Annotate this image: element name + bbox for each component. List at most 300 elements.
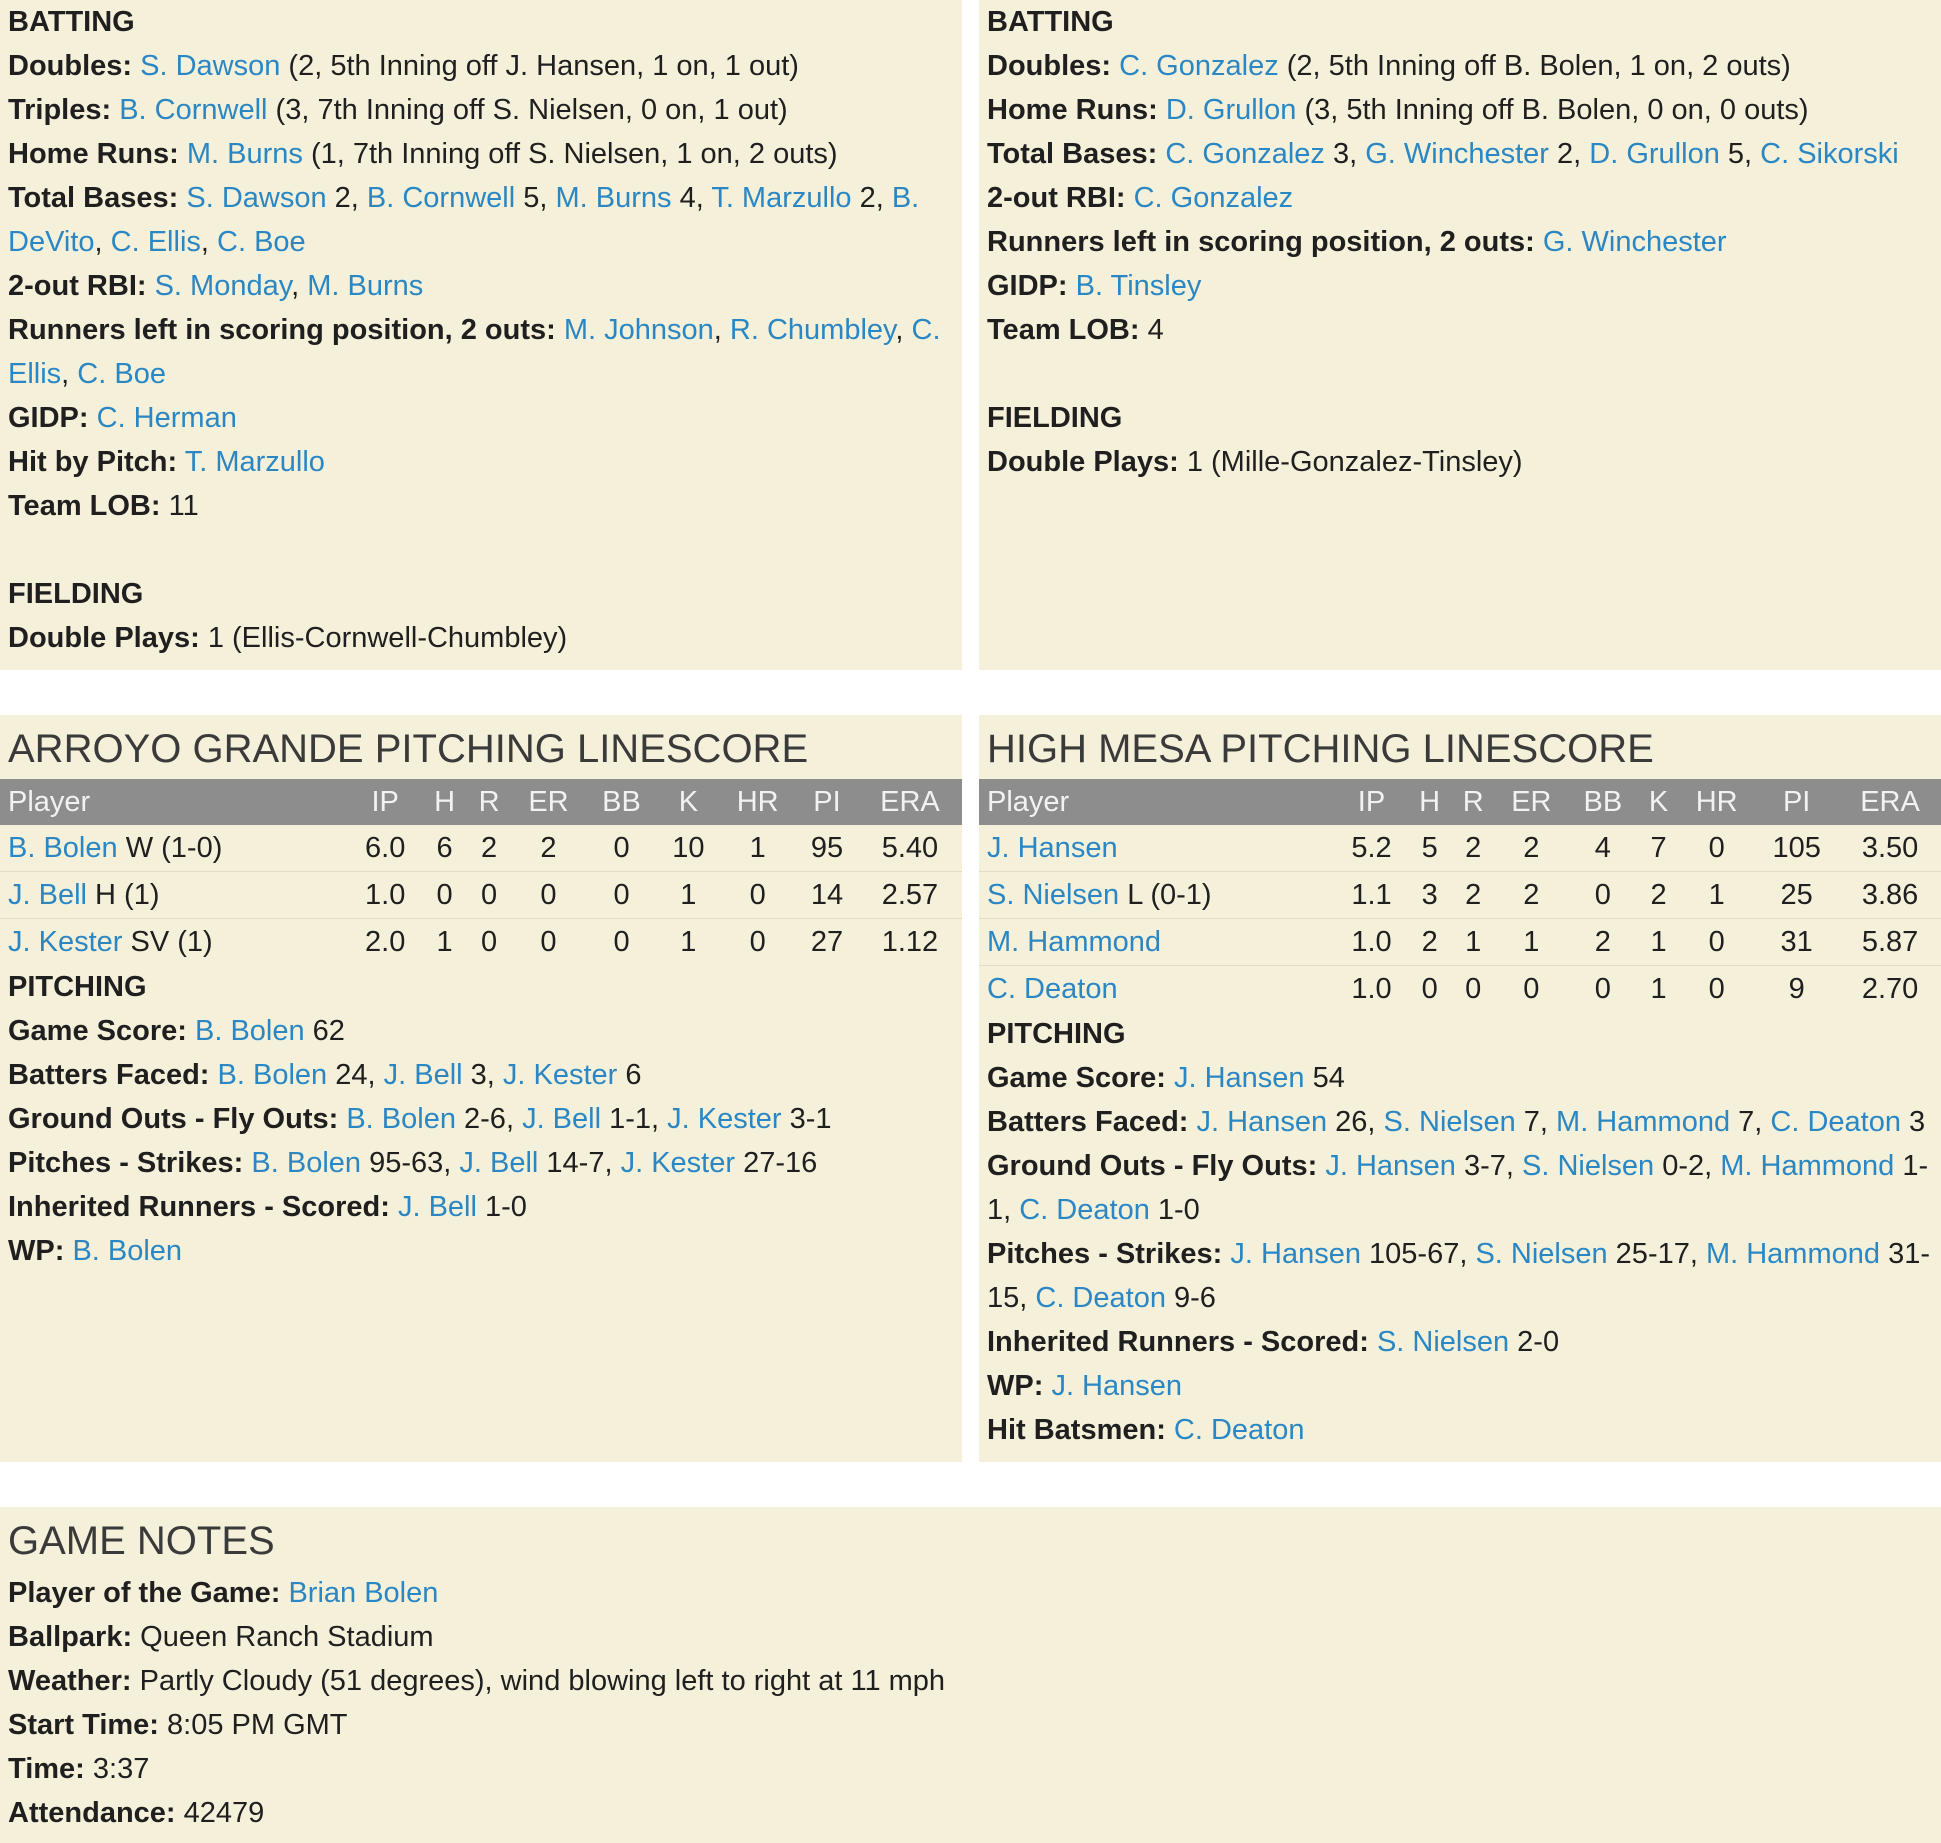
- highmesa-pitching-panel: [979, 715, 1941, 1462]
- weather-value: Partly Cloudy (51 degrees), wind blowing left to right at 11 mph: [131, 1665, 946, 1697]
- player-link[interactable]: C. Deaton: [1035, 1282, 1166, 1314]
- game-score-value: 54: [1304, 1062, 1345, 1094]
- weather-label: Weather:: [8, 1665, 132, 1697]
- player-link[interactable]: M. Burns: [555, 182, 672, 214]
- total-bases-label: Total Bases:: [987, 138, 1158, 170]
- column-header[interactable]: HR: [719, 779, 796, 825]
- risp-label: Runners left in scoring position, 2 outs:: [987, 226, 1535, 258]
- stat-value: 27-16: [735, 1147, 818, 1179]
- pitches-strikes-line: [8, 1141, 954, 1185]
- time-label: Time:: [8, 1753, 85, 1785]
- home-runs-detail: (3, 5th Inning off B. Bolen, 0 on, 0 outs): [1296, 94, 1809, 126]
- doubles-label: Doubles:: [987, 50, 1112, 82]
- h-cell: 0: [1421, 972, 1438, 1005]
- player-link[interactable]: J. Hansen: [1173, 1062, 1305, 1094]
- home-runs-detail: (1, 7th Inning off S. Nielsen, 1 on, 2 outs): [302, 138, 838, 170]
- pi-cell: 25: [1754, 872, 1839, 919]
- wp-line: [987, 1364, 1933, 1408]
- column-header[interactable]: PI: [796, 779, 858, 825]
- player-link[interactable]: C. Boe: [77, 358, 166, 390]
- player-link[interactable]: J. Hansen: [1196, 1106, 1328, 1138]
- era-cell: 5.87: [1839, 919, 1941, 966]
- stat-value: 2,: [326, 182, 367, 214]
- ballpark-line: [8, 1615, 1933, 1659]
- pi-cell: 105: [1754, 825, 1839, 872]
- k-cell: 1: [680, 925, 697, 958]
- column-header[interactable]: H: [1408, 779, 1452, 825]
- table-row: [0, 825, 962, 872]
- era-cell: 1.12: [881, 925, 939, 958]
- separator: ,: [713, 314, 730, 346]
- player-link[interactable]: J. Hansen: [1230, 1238, 1361, 1270]
- decision-note: SV (1): [122, 925, 213, 958]
- player-link[interactable]: B. Bolen: [8, 831, 118, 864]
- hr-cell: 0: [719, 872, 796, 919]
- player-link[interactable]: J. Bell: [397, 1191, 477, 1223]
- ip-cell: 5.2: [1335, 825, 1408, 872]
- player-link[interactable]: S. Nielsen: [1522, 1150, 1655, 1182]
- player-link[interactable]: R. Chumbley: [729, 314, 896, 346]
- doubles-line: [987, 44, 1933, 88]
- away-batting-panel: [0, 0, 962, 670]
- player-link[interactable]: J. Hansen: [1325, 1150, 1456, 1182]
- player-link[interactable]: B. Bolen: [72, 1235, 183, 1267]
- era-cell: 3.86: [1839, 872, 1941, 919]
- k-cell: 10: [657, 825, 719, 872]
- player-link[interactable]: J. Bell: [459, 1147, 539, 1179]
- table-header-row: [979, 779, 1941, 825]
- stat-value: 26,: [1327, 1106, 1384, 1138]
- game-score-label: Game Score:: [8, 1015, 187, 1047]
- player-link[interactable]: B. Bolen: [251, 1147, 362, 1179]
- bb-cell: 0: [586, 825, 658, 872]
- game-score-line: [987, 1056, 1933, 1100]
- stat-value: 3,: [1324, 138, 1366, 170]
- pitches-strikes-label: Pitches - Strikes:: [8, 1147, 244, 1179]
- player-of-game-label: Player of the Game:: [8, 1577, 281, 1609]
- stat-value: 1-0: [1149, 1194, 1200, 1226]
- hr-cell: 0: [1679, 825, 1754, 872]
- table-row: [0, 919, 962, 966]
- team-lob-value: 4: [1139, 314, 1164, 346]
- wp-label: WP:: [8, 1235, 65, 1267]
- stat-value: 1-1,: [987, 1150, 1929, 1226]
- team-lob-value: 11: [160, 490, 199, 522]
- column-header[interactable]: ER: [1495, 779, 1568, 825]
- risp-line: [8, 308, 954, 396]
- inherited-runners-value: 2-0: [1509, 1326, 1560, 1358]
- bb-cell: 0: [1568, 872, 1638, 919]
- player-link[interactable]: J. Kester: [620, 1147, 736, 1179]
- spacer: [8, 528, 954, 572]
- gidp-label: GIDP:: [987, 270, 1068, 302]
- risp-label: Runners left in scoring position, 2 outs:: [8, 314, 556, 346]
- player-link[interactable]: D. Grullon: [1165, 94, 1297, 126]
- time-line: [8, 1747, 1933, 1791]
- ip-cell: 2.0: [365, 925, 406, 958]
- wp-label: WP:: [987, 1370, 1044, 1402]
- triples-label: Triples:: [8, 94, 112, 126]
- arroyo-linescore-table: [0, 779, 962, 965]
- stat-value: 2,: [851, 182, 892, 214]
- stat-value: 7,: [1730, 1106, 1771, 1138]
- go-fo-line: [987, 1144, 1933, 1232]
- gidp-line: [987, 264, 1933, 308]
- batting-header: BATTING: [987, 6, 1114, 38]
- k-cell: 1: [657, 872, 719, 919]
- bb-cell: 0: [613, 925, 630, 958]
- player-link[interactable]: M. Burns: [186, 138, 303, 170]
- player-link[interactable]: C. Ellis: [8, 314, 941, 390]
- hit-batsmen-line: [987, 1408, 1933, 1452]
- player-link[interactable]: B. DeVito: [8, 182, 920, 258]
- total-bases-line: [8, 176, 954, 264]
- stat-value: 5,: [1719, 138, 1761, 170]
- column-header[interactable]: IP: [348, 779, 422, 825]
- double-plays-line: [987, 440, 1933, 484]
- column-header[interactable]: H: [422, 779, 467, 825]
- stat-value: 3-7,: [1455, 1150, 1522, 1182]
- highmesa-linescore-title: HIGH MESA PITCHING LINESCORE: [987, 727, 1654, 771]
- hbp-line: [8, 440, 954, 484]
- home-batting-panel: [979, 0, 1941, 670]
- r-cell: 2: [1451, 825, 1495, 872]
- player-link[interactable]: S. Nielsen: [1475, 1238, 1608, 1270]
- batters-faced-label: Batters Faced:: [8, 1059, 210, 1091]
- inherited-runners-label: Inherited Runners - Scored:: [987, 1326, 1369, 1358]
- start-time-value: 8:05 PM GMT: [158, 1709, 348, 1741]
- h-cell: 6: [422, 825, 467, 872]
- pi-cell: 9: [1788, 972, 1805, 1005]
- player-link[interactable]: M. Hammond: [1556, 1106, 1731, 1138]
- stat-value: 25-17,: [1607, 1238, 1706, 1270]
- separator: ,: [61, 358, 78, 390]
- two-out-rbi-line: [8, 264, 954, 308]
- go-fo-label: Ground Outs - Fly Outs:: [8, 1103, 339, 1135]
- player-link[interactable]: J. Kester: [502, 1059, 618, 1091]
- player-link[interactable]: T. Marzullo: [184, 446, 325, 478]
- hr-cell: 1: [719, 825, 796, 872]
- stat-value: 105-67,: [1360, 1238, 1476, 1270]
- h-cell: 1: [436, 925, 453, 958]
- stat-value: 3: [1900, 1106, 1926, 1138]
- attendance-label: Attendance:: [8, 1797, 176, 1829]
- batters-faced-line: [8, 1053, 954, 1097]
- player-link[interactable]: B. Tinsley: [1075, 270, 1202, 302]
- fielding-header: FIELDING: [8, 578, 144, 610]
- stat-value: 7,: [1515, 1106, 1557, 1138]
- stat-value: 2-6,: [455, 1103, 523, 1135]
- two-out-rbi-label: 2-out RBI:: [8, 270, 147, 302]
- game-notes-title: GAME NOTES: [8, 1519, 275, 1563]
- player-link[interactable]: C. Sikorski: [1760, 138, 1899, 170]
- separator: ,: [200, 226, 218, 258]
- time-value: 3:37: [84, 1753, 150, 1785]
- decision-note: W (1-0): [117, 831, 223, 864]
- pitching-header: PITCHING: [987, 1018, 1126, 1050]
- stat-value: 0-2,: [1654, 1150, 1721, 1182]
- batting-header: BATTING: [8, 6, 135, 38]
- separator: ,: [895, 314, 912, 346]
- hr-cell: 0: [1708, 972, 1725, 1005]
- column-header[interactable]: BB: [1568, 779, 1638, 825]
- player-link[interactable]: B. Cornwell: [366, 182, 516, 214]
- r-cell: 1: [1451, 919, 1495, 966]
- weather-line: [8, 1659, 1933, 1703]
- column-header[interactable]: Player: [0, 779, 348, 825]
- player-link[interactable]: D. Grullon: [1589, 138, 1720, 170]
- player-link[interactable]: J. Hansen: [1051, 1370, 1183, 1402]
- player-cell: [0, 872, 348, 919]
- player-link[interactable]: J. Hansen: [987, 831, 1118, 864]
- attendance-line: [8, 1791, 1933, 1835]
- player-link[interactable]: B. Bolen: [194, 1015, 305, 1047]
- ip-cell: 1.1: [1335, 872, 1408, 919]
- pi-cell: 31: [1754, 919, 1839, 966]
- arroyo-linescore-title: ARROYO GRANDE PITCHING LINESCORE: [8, 727, 809, 771]
- player-link[interactable]: B. Bolen: [346, 1103, 456, 1135]
- total-bases-line: [987, 132, 1933, 176]
- hr-cell: 0: [1679, 919, 1754, 966]
- attendance-value: 42479: [175, 1797, 265, 1829]
- decision-note: L (0-1): [1119, 878, 1212, 911]
- player-link[interactable]: S. Monday: [154, 270, 292, 302]
- r-cell: 0: [467, 872, 512, 919]
- bb-cell: 4: [1568, 825, 1638, 872]
- column-header[interactable]: Player: [979, 779, 1335, 825]
- wp-line: [8, 1229, 954, 1273]
- home-runs-label: Home Runs:: [8, 138, 179, 170]
- h-cell: 0: [422, 872, 467, 919]
- column-header[interactable]: IP: [1335, 779, 1408, 825]
- home-runs-line: [8, 132, 954, 176]
- stat-value: 4,: [671, 182, 712, 214]
- column-header[interactable]: K: [1638, 779, 1679, 825]
- home-runs-line: [987, 88, 1933, 132]
- ballpark-value: Queen Ranch Stadium: [132, 1621, 434, 1653]
- column-header[interactable]: ERA: [858, 779, 962, 825]
- h-cell: 5: [1408, 825, 1452, 872]
- triples-detail: (3, 7th Inning off S. Nielsen, 0 on, 1 out): [267, 94, 788, 126]
- er-cell: 2: [1495, 872, 1568, 919]
- hbp-label: Hit by Pitch:: [8, 446, 178, 478]
- player-link[interactable]: C. Deaton: [1019, 1194, 1150, 1226]
- bb-cell: 0: [1594, 972, 1611, 1005]
- player-link[interactable]: C. Gonzalez: [1165, 138, 1325, 170]
- column-header[interactable]: BB: [586, 779, 658, 825]
- doubles-line: [8, 44, 954, 88]
- pitches-strikes-line: [987, 1232, 1933, 1320]
- player-link[interactable]: C. Gonzalez: [1119, 50, 1279, 82]
- player-of-game-line: [8, 1571, 1933, 1615]
- table-row: [979, 825, 1941, 872]
- player-link[interactable]: J. Kester: [667, 1103, 782, 1135]
- pi-cell: 27: [810, 925, 844, 958]
- player-link[interactable]: C. Deaton: [987, 972, 1118, 1005]
- inherited-runners-line: [8, 1185, 954, 1229]
- table-row: [0, 872, 962, 919]
- player-cell: [0, 825, 348, 872]
- stat-value: 1-1,: [601, 1103, 668, 1135]
- column-header[interactable]: R: [467, 779, 512, 825]
- player-link[interactable]: C. Deaton: [1770, 1106, 1901, 1138]
- double-plays-value: 1 (Mille-Gonzalez-Tinsley): [1178, 446, 1523, 478]
- player-link[interactable]: M. Burns: [307, 270, 424, 302]
- player-link[interactable]: J. Bell: [383, 1059, 463, 1091]
- player-link[interactable]: B. Bolen: [217, 1059, 328, 1091]
- two-out-rbi-label: 2-out RBI:: [987, 182, 1126, 214]
- team-lob-line: [987, 308, 1933, 352]
- double-plays-label: Double Plays:: [8, 622, 200, 654]
- column-header[interactable]: ER: [511, 779, 585, 825]
- start-time-line: [8, 1703, 1933, 1747]
- er-cell: 2: [1495, 825, 1568, 872]
- er-cell: 0: [1523, 972, 1540, 1005]
- player-link[interactable]: C. Deaton: [1173, 1414, 1305, 1446]
- team-lob-label: Team LOB:: [987, 314, 1140, 346]
- decision-note: H (1): [86, 878, 160, 911]
- player-link[interactable]: C. Ellis: [110, 226, 201, 258]
- gidp-label: GIDP:: [8, 402, 89, 434]
- game-score-value: 62: [304, 1015, 345, 1047]
- player-link[interactable]: J. Bell: [8, 878, 87, 911]
- player-link[interactable]: Brian Bolen: [288, 1577, 439, 1609]
- player-link[interactable]: J. Kester: [8, 925, 123, 958]
- player-link[interactable]: C. Herman: [96, 402, 237, 434]
- pi-cell: 95: [796, 825, 858, 872]
- hr-cell: 0: [749, 925, 766, 958]
- player-link[interactable]: S. Dawson: [186, 182, 327, 214]
- stat-value: 31-15,: [987, 1238, 1930, 1314]
- game-score-label: Game Score:: [987, 1062, 1166, 1094]
- player-cell: [979, 919, 1335, 966]
- stat-value: 24,: [327, 1059, 384, 1091]
- team-lob-line: [8, 484, 954, 528]
- era-cell: 2.70: [1861, 972, 1919, 1005]
- r-cell: 0: [1465, 972, 1482, 1005]
- stat-value: 5,: [515, 182, 556, 214]
- player-link[interactable]: C. Gonzalez: [1133, 182, 1294, 214]
- er-cell: 0: [540, 925, 557, 958]
- k-cell: 7: [1638, 825, 1679, 872]
- player-link[interactable]: S. Nielsen: [987, 878, 1120, 911]
- ip-cell: 6.0: [348, 825, 422, 872]
- pi-cell: 14: [796, 872, 858, 919]
- total-bases-label: Total Bases:: [8, 182, 179, 214]
- ip-cell: 1.0: [1351, 972, 1392, 1005]
- arroyo-pitching-panel: [0, 715, 962, 1462]
- game-notes-panel: [0, 1507, 1941, 1843]
- player-link[interactable]: G. Winchester: [1365, 138, 1549, 170]
- gidp-line: [8, 396, 954, 440]
- pitches-strikes-label: Pitches - Strikes:: [987, 1238, 1223, 1270]
- doubles-label: Doubles:: [8, 50, 133, 82]
- ip-cell: 1.0: [1335, 919, 1408, 966]
- player-link[interactable]: M. Hammond: [987, 925, 1162, 958]
- triples-line: [8, 88, 954, 132]
- table-row: [979, 919, 1941, 966]
- er-cell: 0: [511, 872, 585, 919]
- stat-value: 14-7,: [538, 1147, 621, 1179]
- hit-batsmen-label: Hit Batsmen:: [987, 1414, 1166, 1446]
- h-cell: 2: [1408, 919, 1452, 966]
- table-row: [979, 872, 1941, 919]
- table-header-row: [0, 779, 962, 825]
- player-link[interactable]: S. Nielsen: [1383, 1106, 1516, 1138]
- r-cell: 2: [467, 825, 512, 872]
- player-link[interactable]: S. Nielsen: [1376, 1326, 1510, 1358]
- r-cell: 2: [1451, 872, 1495, 919]
- pitching-header: PITCHING: [8, 971, 147, 1003]
- er-cell: 1: [1495, 919, 1568, 966]
- separator: ,: [291, 270, 308, 302]
- inherited-runners-label: Inherited Runners - Scored:: [8, 1191, 390, 1223]
- column-header[interactable]: PI: [1754, 779, 1839, 825]
- batters-faced-label: Batters Faced:: [987, 1106, 1189, 1138]
- h-cell: 3: [1408, 872, 1452, 919]
- column-header[interactable]: R: [1451, 779, 1495, 825]
- r-cell: 0: [481, 925, 498, 958]
- player-link[interactable]: G. Winchester: [1542, 226, 1727, 258]
- ip-cell: 1.0: [348, 872, 422, 919]
- k-cell: 1: [1650, 972, 1667, 1005]
- team-lob-label: Team LOB:: [8, 490, 161, 522]
- player-link[interactable]: S. Dawson: [140, 50, 281, 82]
- hr-cell: 1: [1679, 872, 1754, 919]
- player-cell: [979, 872, 1335, 919]
- ballpark-label: Ballpark:: [8, 1621, 133, 1653]
- player-link[interactable]: C. Boe: [217, 226, 306, 258]
- go-fo-line: [8, 1097, 954, 1141]
- k-cell: 2: [1638, 872, 1679, 919]
- era-cell: 3.50: [1839, 825, 1941, 872]
- column-header[interactable]: K: [657, 779, 719, 825]
- player-link[interactable]: M. Hammond: [1705, 1238, 1881, 1270]
- game-score-line: [8, 1009, 954, 1053]
- highmesa-linescore-table: [979, 779, 1941, 1012]
- player-link[interactable]: J. Bell: [522, 1103, 602, 1135]
- era-cell: 5.40: [858, 825, 962, 872]
- player-cell: [0, 919, 348, 966]
- go-fo-label: Ground Outs - Fly Outs:: [987, 1150, 1318, 1182]
- spacer: [987, 352, 1933, 396]
- player-cell: [979, 966, 1335, 1013]
- inherited-runners-line: [987, 1320, 1933, 1364]
- player-link[interactable]: B. Cornwell: [119, 94, 268, 126]
- stat-value: 3,: [462, 1059, 503, 1091]
- batters-faced-line: [987, 1100, 1933, 1144]
- player-link[interactable]: M. Hammond: [1720, 1150, 1895, 1182]
- column-header[interactable]: ERA: [1839, 779, 1941, 825]
- stat-value: 6: [617, 1059, 642, 1091]
- er-cell: 2: [511, 825, 585, 872]
- inherited-runners-value: 1-0: [476, 1191, 527, 1223]
- column-header[interactable]: HR: [1679, 779, 1754, 825]
- start-time-label: Start Time:: [8, 1709, 159, 1741]
- doubles-detail: (2, 5th Inning off J. Hansen, 1 on, 1 out): [280, 50, 799, 82]
- player-link[interactable]: M. Johnson: [563, 314, 714, 346]
- doubles-detail: (2, 5th Inning off B. Bolen, 1 on, 2 outs): [1278, 50, 1791, 82]
- double-plays-label: Double Plays:: [987, 446, 1179, 478]
- stat-value: 2,: [1548, 138, 1590, 170]
- player-link[interactable]: T. Marzullo: [711, 182, 852, 214]
- separator: ,: [94, 226, 111, 258]
- two-out-rbi-line: [987, 176, 1933, 220]
- stat-value: 95-63,: [361, 1147, 460, 1179]
- stat-value: 3-1: [781, 1103, 832, 1135]
- double-plays-line: [8, 616, 954, 660]
- risp-line: [987, 220, 1933, 264]
